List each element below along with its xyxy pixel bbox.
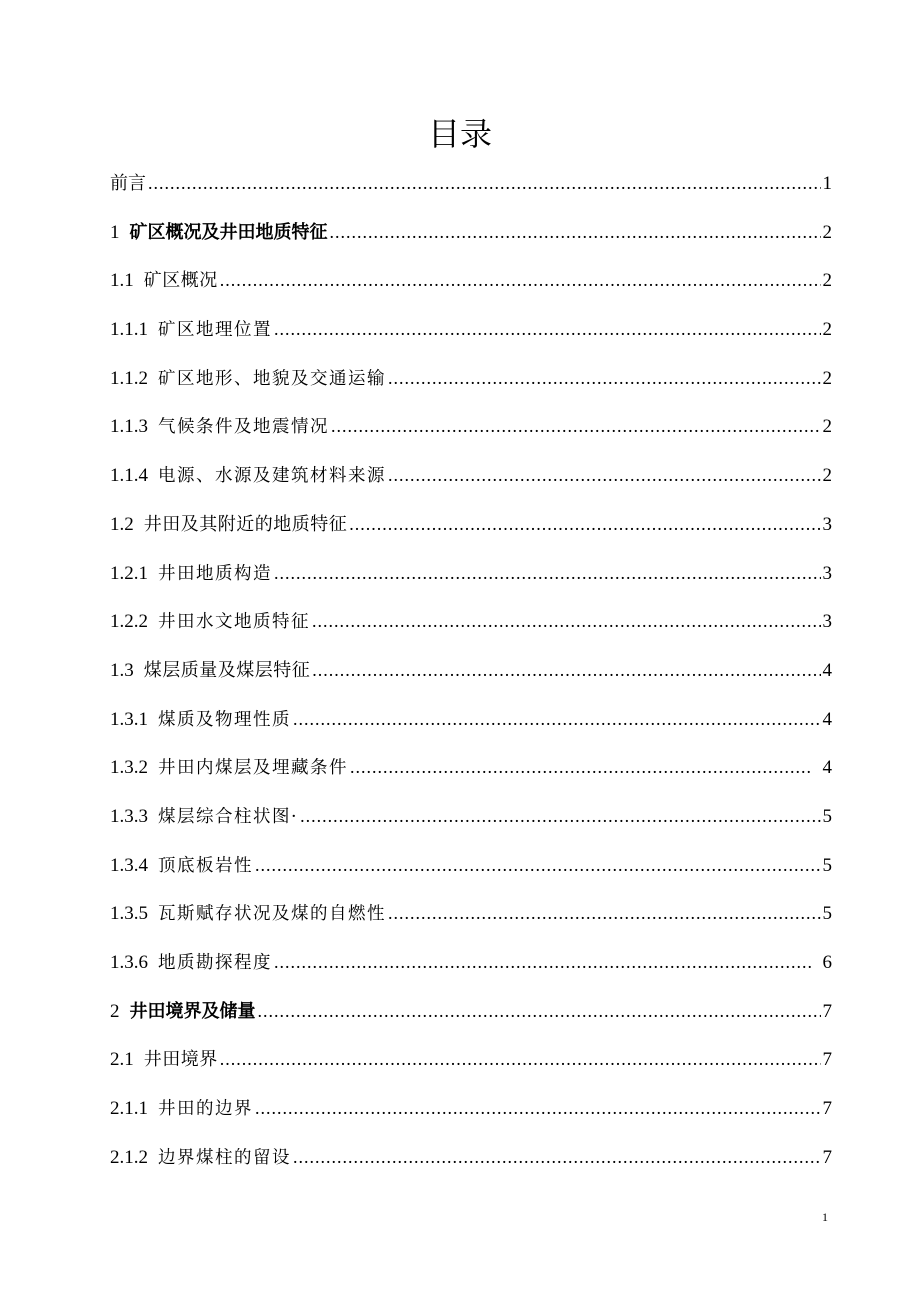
toc-dot-leader bbox=[330, 219, 821, 245]
toc-entry-number: 1.3.1 bbox=[110, 708, 148, 730]
toc-entry-title: 电源、水源及建筑材料来源 bbox=[158, 466, 386, 487]
toc-dot-leader bbox=[255, 852, 821, 878]
toc-entry-page: 5 bbox=[822, 903, 832, 925]
toc-entry-number: 2.1 bbox=[110, 1049, 134, 1071]
toc-entry-number: 1.1.3 bbox=[110, 416, 148, 438]
toc-entry-number: 2.1.1 bbox=[110, 1098, 148, 1120]
toc-entry-title: 煤质及物理性质 bbox=[158, 709, 291, 730]
toc-entry-number: 1.3.2 bbox=[110, 757, 148, 779]
toc-entry[interactable] bbox=[110, 1134, 832, 1183]
toc-entry[interactable] bbox=[110, 209, 832, 258]
toc-entry[interactable] bbox=[110, 939, 832, 988]
toc-entry[interactable] bbox=[110, 403, 832, 452]
toc-entry[interactable] bbox=[110, 306, 832, 355]
toc-entry-title: 井田境界 bbox=[143, 1049, 218, 1071]
toc-dot-leader bbox=[220, 267, 821, 293]
toc-dot-leader bbox=[349, 511, 820, 537]
table-of-contents bbox=[110, 160, 832, 1182]
toc-dot-leader bbox=[312, 657, 820, 683]
page-title: 目录 bbox=[427, 115, 492, 153]
toc-entry-number: 1.2 bbox=[110, 513, 134, 535]
toc-entry-title: 井田内煤层及埋藏条件 bbox=[158, 758, 348, 779]
toc-entry-page: 2 bbox=[822, 416, 832, 438]
toc-entry-page: 7 bbox=[822, 1049, 832, 1071]
toc-entry-number: 1.1 bbox=[110, 270, 134, 292]
toc-entry[interactable] bbox=[110, 696, 832, 745]
toc-entry-page: 3 bbox=[822, 611, 832, 633]
toc-entry-title: 气候条件及地震情况 bbox=[158, 417, 329, 438]
toc-entry-number: 1.1.2 bbox=[110, 367, 148, 389]
toc-entry-title: 矿区概况 bbox=[143, 270, 218, 292]
toc-entry-page: 2 bbox=[822, 465, 832, 487]
toc-entry-title: 矿区地形、地貌及交通运输 bbox=[158, 368, 386, 389]
toc-entry[interactable] bbox=[110, 355, 832, 404]
toc-entry-number: 1.2.1 bbox=[110, 562, 148, 584]
toc-entry-page: 7 bbox=[822, 1146, 832, 1168]
toc-entry-number: 1.3.4 bbox=[110, 854, 148, 876]
toc-entry-title: 瓦斯赋存状况及煤的自燃性 bbox=[158, 904, 386, 925]
toc-dot-leader bbox=[388, 365, 821, 391]
toc-entry-title: 矿区地理位置 bbox=[158, 320, 272, 341]
toc-entry-page: 2 bbox=[822, 270, 832, 292]
toc-entry[interactable] bbox=[110, 550, 832, 599]
toc-dot-leader bbox=[274, 949, 813, 975]
toc-entry-page: 5 bbox=[822, 805, 832, 827]
toc-entry-title: 井田的边界 bbox=[158, 1099, 253, 1120]
toc-entry-title: 井田水文地质特征 bbox=[158, 612, 310, 633]
toc-entry[interactable] bbox=[110, 744, 832, 793]
toc-entry-page: 6 bbox=[822, 952, 832, 973]
toc-entry[interactable] bbox=[110, 257, 832, 306]
toc-entry-number: 2 bbox=[110, 1000, 120, 1022]
toc-dot-leader bbox=[350, 754, 813, 780]
toc-entry-page: 2 bbox=[822, 319, 832, 341]
toc-entry-number: 1.1.4 bbox=[110, 465, 148, 487]
toc-dot-leader bbox=[331, 413, 821, 439]
toc-entry-title: 地质勘探程度 bbox=[158, 953, 272, 973]
toc-entry[interactable] bbox=[110, 1085, 832, 1134]
toc-entry-title: 顶底板岩性 bbox=[158, 855, 253, 876]
toc-entry[interactable] bbox=[110, 160, 832, 209]
toc-entry-number: 1.1.1 bbox=[110, 319, 148, 341]
footer-page-number: 1 bbox=[822, 1210, 828, 1224]
toc-entry[interactable] bbox=[110, 793, 832, 842]
toc-dot-leader bbox=[220, 1046, 821, 1072]
toc-entry-number: 1.3.3 bbox=[110, 805, 148, 827]
toc-entry-number: 1 bbox=[110, 221, 120, 243]
toc-entry-number: 1.3.5 bbox=[110, 903, 148, 925]
toc-dot-leader bbox=[388, 900, 821, 926]
toc-entry-number: 1.3.6 bbox=[110, 952, 148, 973]
toc-entry-page: 5 bbox=[822, 854, 832, 876]
toc-dot-leader bbox=[300, 803, 820, 829]
toc-entry-page: 3 bbox=[822, 513, 832, 535]
toc-entry-title: 矿区概况及井田地质特征 bbox=[129, 221, 328, 243]
toc-entry-number: 1.2.2 bbox=[110, 611, 148, 633]
toc-dot-leader bbox=[258, 998, 821, 1024]
toc-entry-page: 2 bbox=[822, 221, 832, 243]
toc-dot-leader bbox=[274, 560, 821, 586]
toc-entry-title: 井田及其附近的地质特征 bbox=[143, 513, 348, 535]
toc-entry-page: 4 bbox=[822, 708, 832, 730]
toc-entry-number: 1.3 bbox=[110, 659, 134, 681]
toc-entry-page: 4 bbox=[822, 659, 832, 681]
toc-entry[interactable] bbox=[110, 988, 832, 1037]
toc-entry-page: 3 bbox=[822, 562, 832, 584]
toc-entry-title: 前言 bbox=[110, 173, 146, 194]
toc-entry-title: 煤层质量及煤层特征 bbox=[143, 659, 311, 681]
toc-entry-page: 2 bbox=[822, 367, 832, 389]
toc-entry[interactable] bbox=[110, 1036, 832, 1085]
toc-dot-leader bbox=[312, 608, 821, 634]
toc-dot-leader bbox=[274, 316, 821, 342]
toc-entry[interactable] bbox=[110, 501, 832, 550]
toc-dot-leader bbox=[255, 1095, 821, 1121]
toc-dot-leader bbox=[293, 706, 821, 732]
toc-entry[interactable] bbox=[110, 647, 832, 696]
toc-entry[interactable] bbox=[110, 890, 832, 939]
toc-entry[interactable] bbox=[110, 842, 832, 891]
toc-entry-page: 7 bbox=[822, 1098, 832, 1120]
toc-entry-page: 4 bbox=[822, 757, 832, 779]
toc-entry-page: 1 bbox=[822, 173, 832, 194]
toc-entry[interactable] bbox=[110, 452, 832, 501]
toc-entry-title: 边界煤柱的留设 bbox=[158, 1147, 291, 1168]
toc-dot-leader bbox=[293, 1144, 821, 1170]
toc-dot-leader bbox=[148, 170, 821, 196]
toc-entry[interactable] bbox=[110, 598, 832, 647]
toc-entry-number: 2.1.2 bbox=[110, 1146, 148, 1168]
toc-entry-title: 井田地质构造 bbox=[158, 563, 272, 584]
toc-entry-title: 井田境界及储量 bbox=[129, 1000, 256, 1022]
toc-entry-page: 7 bbox=[822, 1000, 832, 1022]
toc-dot-leader bbox=[388, 462, 821, 488]
toc-entry-title: 煤层综合柱状图· bbox=[158, 806, 299, 827]
